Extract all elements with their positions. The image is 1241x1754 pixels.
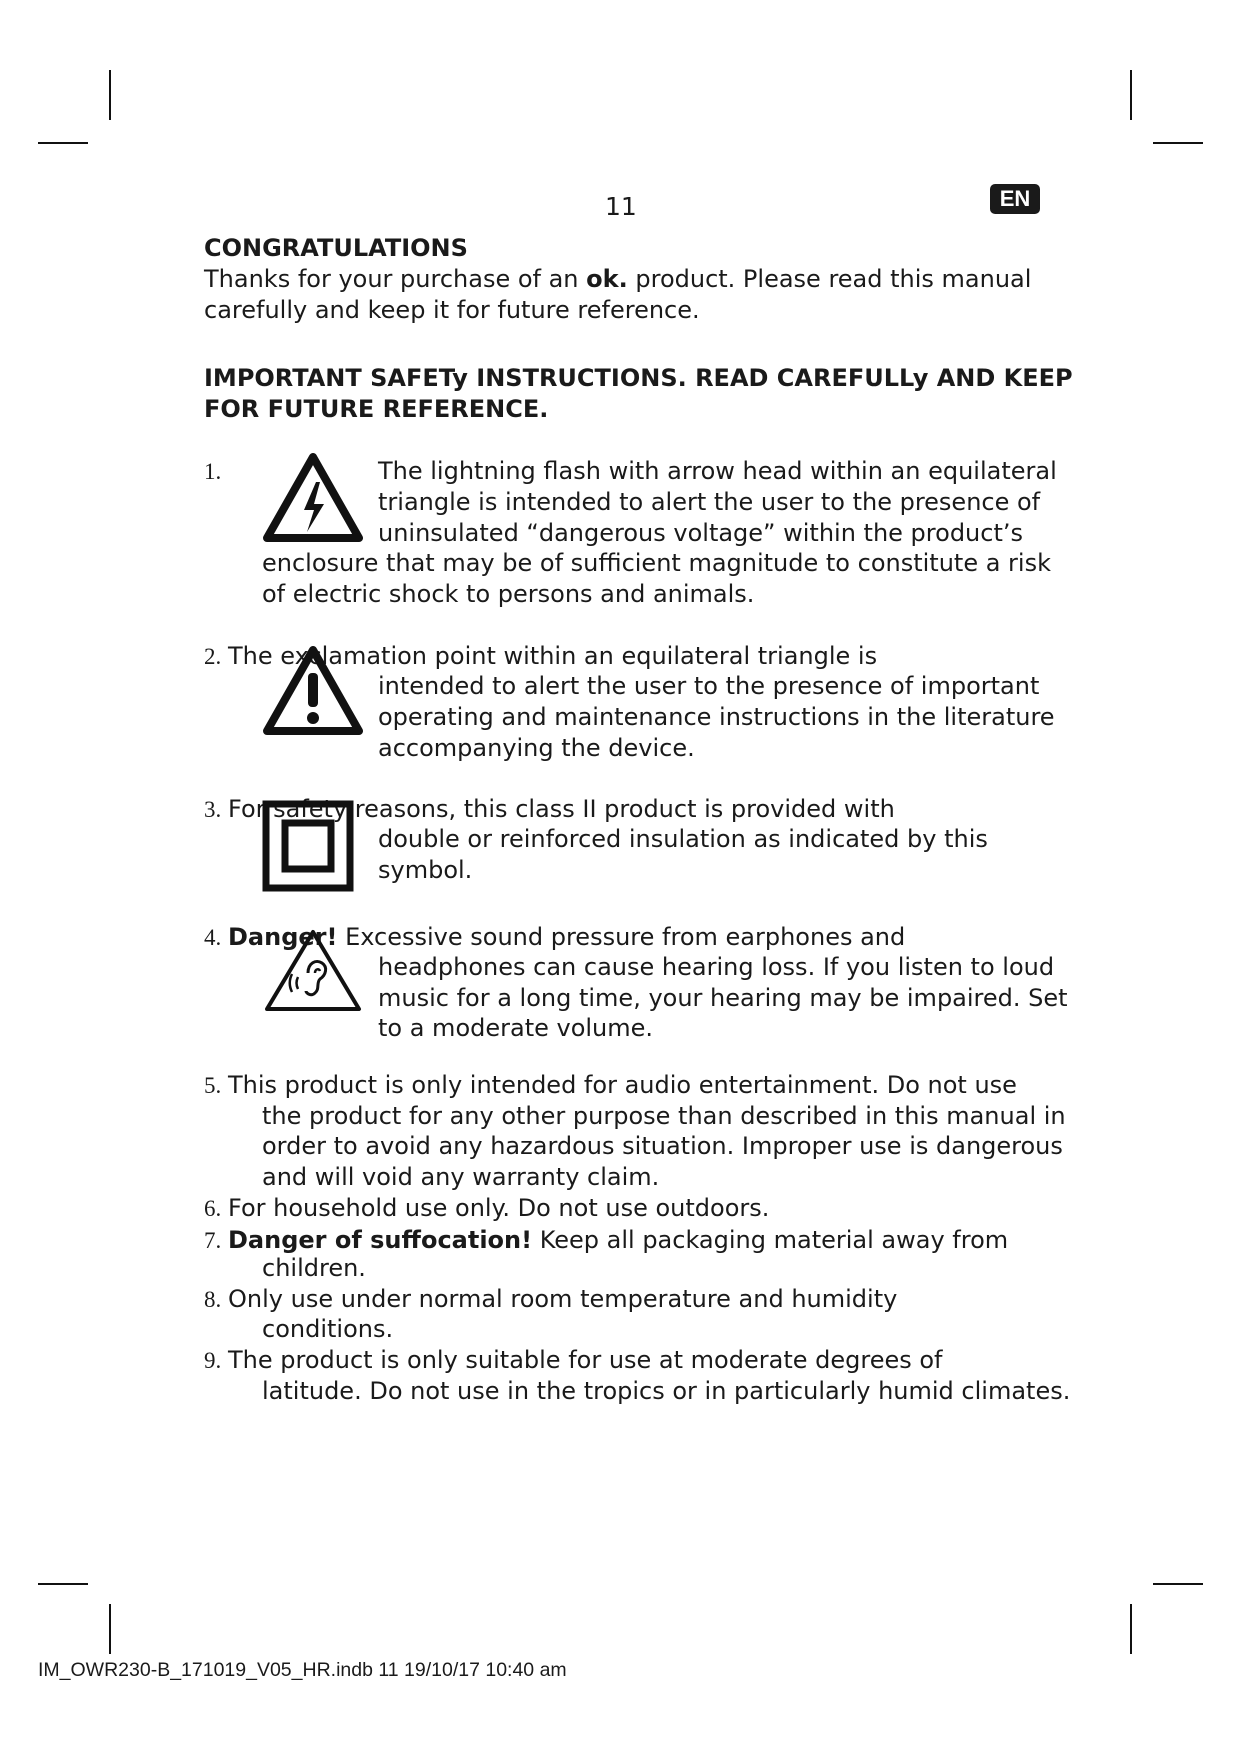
danger-label: Danger of suffocation! bbox=[228, 1226, 533, 1254]
crop-mark-bottom-right-v bbox=[1130, 1604, 1132, 1654]
item-5-line-2: the product for any other purpose than described in this manual in bbox=[262, 1102, 1066, 1130]
item-1-line-1: The lightning flash with arrow head within an equilateral bbox=[378, 457, 1057, 485]
item-2-line-3: operating and maintenance instructions in the literature bbox=[378, 703, 1055, 731]
exclamation-warning-icon bbox=[262, 645, 364, 737]
item-1-line-2: triangle is intended to alert the user to the presence of bbox=[378, 488, 1041, 516]
crop-mark-bottom-right-h bbox=[1153, 1583, 1203, 1585]
intro-line-2: carefully and keep it for future reference. bbox=[204, 296, 700, 324]
item-4-line-2: headphones can cause hearing loss. If you listen to loud bbox=[378, 953, 1055, 981]
item-9-line-2: latitude. Do not use in the tropics or in particularly humid climates. bbox=[262, 1377, 1071, 1405]
item-number: 6. bbox=[204, 1196, 222, 1221]
page-number: 11 bbox=[605, 192, 637, 221]
item-1-line-4: enclosure that may be of sufficient magnitude to constitute a risk bbox=[262, 549, 1051, 577]
item-number: 5. bbox=[204, 1073, 222, 1098]
language-badge: EN bbox=[990, 184, 1040, 214]
item-2-line-4: accompanying the device. bbox=[378, 734, 695, 762]
item-5-line-3: order to avoid any hazardous situation. Improper use is dangerous bbox=[262, 1132, 1063, 1160]
intro-line-1 bbox=[204, 264, 1031, 295]
item-4-line-1-text: Excessive sound pressure from earphones and bbox=[337, 923, 906, 951]
crop-mark-top-left-h bbox=[38, 142, 88, 144]
item-1-line-5: of electric shock to persons and animals. bbox=[262, 580, 755, 608]
item-7-line-2: children. bbox=[262, 1254, 366, 1282]
item-5-line-4: and will void any warranty claim. bbox=[262, 1163, 660, 1191]
item-7-line-1-text: Keep all packaging material away from bbox=[532, 1226, 1009, 1254]
item-2-line-2: intended to alert the user to the presence of important bbox=[378, 672, 1040, 700]
intro-text-after: product. Please read this manual bbox=[627, 265, 1032, 293]
item-3-line-3: symbol. bbox=[378, 856, 473, 884]
item-number: 4. bbox=[204, 925, 222, 950]
item-1-line-3: uninsulated “dangerous voltage” within the product’s bbox=[378, 519, 1023, 547]
class-ii-insulation-icon bbox=[262, 800, 354, 892]
safety-heading-line-2: FOR FUTURE REFERENCE. bbox=[204, 395, 549, 423]
item-4-line-4: to a moderate volume. bbox=[378, 1014, 654, 1042]
item-8-line-1: Only use under normal room temperature and humidity bbox=[228, 1285, 898, 1313]
item-number: 2. bbox=[204, 644, 222, 669]
item-2-line-1: The exclamation point within an equilateral triangle is bbox=[228, 642, 878, 670]
item-3-line-1: For safety reasons, this class II product is provided with bbox=[228, 795, 895, 823]
print-slug: IM_OWR230-B_171019_V05_HR.indb 11 19/10/17 10:40 am bbox=[38, 1659, 567, 1681]
danger-label: Danger! bbox=[228, 923, 338, 951]
brand-name: ok. bbox=[586, 265, 628, 293]
item-number: 7. bbox=[204, 1228, 222, 1253]
item-9-line-1: The product is only suitable for use at moderate degrees of bbox=[228, 1346, 943, 1374]
congratulations-heading: CONGRATULATIONS bbox=[204, 234, 468, 262]
item-number: 9. bbox=[204, 1348, 222, 1373]
item-8-line-2: conditions. bbox=[262, 1315, 394, 1343]
intro-text-before: Thanks for your purchase of an bbox=[204, 265, 587, 293]
item-4-line-3: music for a long time, your hearing may be impaired. Set bbox=[378, 984, 1068, 1012]
crop-mark-top-right-v bbox=[1130, 70, 1132, 120]
crop-mark-bottom-left-v bbox=[109, 1604, 111, 1654]
electric-shock-warning-icon bbox=[262, 452, 364, 544]
item-7-line-1 bbox=[228, 1225, 1008, 1256]
hearing-damage-warning-icon bbox=[262, 927, 364, 1015]
item-3-line-2: double or reinforced insulation as indicated by this bbox=[378, 825, 988, 853]
item-number: 8. bbox=[204, 1287, 222, 1312]
item-6-line-1: For household use only. Do not use outdoors. bbox=[228, 1194, 770, 1222]
safety-heading-line-1: IMPORTANT SAFETy INSTRUCTIONS. READ CAREFULLy AND KEEP bbox=[204, 364, 1073, 392]
crop-mark-top-left-v bbox=[109, 70, 111, 120]
item-number: 3. bbox=[204, 797, 222, 822]
crop-mark-bottom-left-h bbox=[38, 1583, 88, 1585]
crop-mark-top-right-h bbox=[1153, 142, 1203, 144]
item-number: 1. bbox=[204, 459, 222, 484]
item-5-line-1: This product is only intended for audio entertainment. Do not use bbox=[228, 1071, 1017, 1099]
